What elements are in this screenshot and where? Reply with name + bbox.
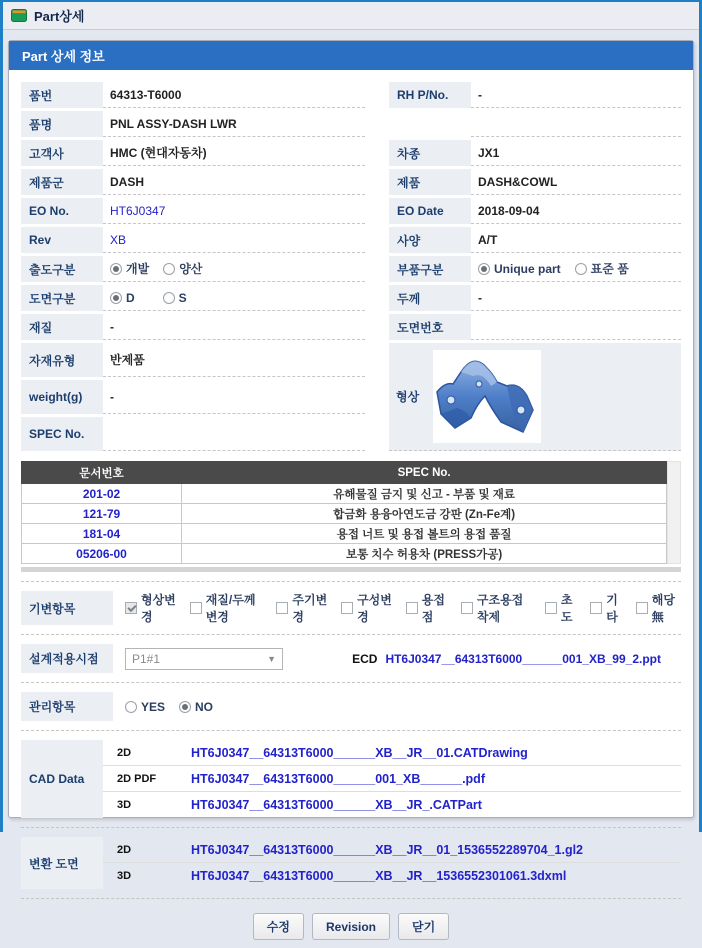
- part-info-form: [21, 82, 681, 451]
- spec-horizontal-scrollbar[interactable]: [21, 567, 681, 572]
- spec-table-row: [22, 544, 667, 564]
- field-label-product: 제품: [389, 169, 471, 195]
- managed-item-label: 관리항목: [21, 692, 113, 721]
- checkbox-icon[interactable]: [125, 602, 137, 614]
- converted-3d-file-link[interactable]: HT6J0347__64313T6000______XB__JR__1536552301061.3dxml: [191, 869, 567, 883]
- spec-title: 용접 너트 및 용접 볼트의 용접 품질: [182, 524, 667, 544]
- spec-table-row: [22, 524, 667, 544]
- field-label-blank: [389, 111, 471, 137]
- field-value-drawing-no: [471, 314, 681, 340]
- spec-title: 유해물질 금지 및 신고 - 부품 및 재료: [182, 484, 667, 504]
- button-row: [21, 913, 681, 940]
- field-label-customer: 고객사: [21, 140, 103, 166]
- eo-no-link[interactable]: HT6J0347: [110, 203, 166, 218]
- panel-header: [9, 41, 693, 70]
- spec-table-row: [22, 484, 667, 504]
- cad-data-section: [21, 740, 681, 818]
- spec-title: 보통 치수 허용차 (PRESS가공): [182, 544, 667, 564]
- field-label-material: 재질: [21, 314, 103, 340]
- ecd-file-link[interactable]: HT6J0347__64313T6000______001_XB_99_2.ppt: [385, 651, 661, 666]
- field-label-part-type: 부품구분: [389, 256, 471, 282]
- shape-3d-thumbnail: [433, 350, 541, 443]
- field-label-spec: 사양: [389, 227, 471, 253]
- cad-type-2d: 2D: [103, 740, 191, 766]
- field-label-product-group: 제품군: [21, 169, 103, 195]
- field-value-product-group: DASH: [103, 169, 365, 195]
- design-apply-select[interactable]: P1#1 ▼: [125, 648, 283, 670]
- field-value-part-no: 64313-T6000: [103, 82, 365, 108]
- checkbox-icon[interactable]: [406, 602, 418, 614]
- field-value-eo-date: 2018-09-04: [471, 198, 681, 224]
- field-value-material: -: [103, 314, 365, 340]
- converted-2d-file-link[interactable]: HT6J0347__64313T6000______XB__JR__01_1536552289704_1.gl2: [191, 842, 584, 857]
- top-title-bar: [3, 2, 699, 30]
- field-label-drawing-type: 도면구분: [21, 285, 103, 311]
- spec-doc-link[interactable]: 181-04: [82, 526, 121, 541]
- converted-type-2d: 2D: [103, 837, 191, 863]
- cad-type-2d-pdf: 2D PDF: [103, 766, 191, 792]
- converted-drawings-section: [21, 837, 681, 889]
- checkbox-structural-adhesive[interactable]: 구조용접착제: [461, 591, 532, 625]
- separator: [21, 581, 681, 582]
- spec-title: 합금화 용융아연도금 강판 (Zn-Fe계): [182, 504, 667, 524]
- separator: [21, 827, 681, 828]
- radio-icon[interactable]: [478, 263, 490, 275]
- checkbox-icon[interactable]: [276, 602, 288, 614]
- design-apply-row: [21, 644, 681, 673]
- field-value-customer: HMC (현대자동차): [103, 140, 365, 166]
- edit-button[interactable]: 수정: [253, 913, 304, 940]
- field-value-weight: -: [103, 380, 365, 414]
- field-value-blank: [471, 111, 681, 137]
- spec-vertical-scrollbar[interactable]: [667, 461, 681, 564]
- part-detail-panel: [8, 40, 694, 934]
- separator: [21, 634, 681, 635]
- separator: [21, 682, 681, 683]
- cad-data-label: CAD Data: [21, 740, 103, 818]
- field-label-rev: Rev: [21, 227, 103, 253]
- checkbox-cycle-change[interactable]: 주기변경: [276, 591, 328, 625]
- checkbox-not-applicable[interactable]: 해당 無: [636, 591, 681, 625]
- checkbox-material-thickness-change[interactable]: 재질/두께변경: [190, 591, 264, 625]
- radio-icon[interactable]: [110, 263, 122, 275]
- radio-icon[interactable]: [125, 701, 137, 713]
- change-items-label: 기변항목: [21, 591, 113, 625]
- field-label-weight: weight(g): [21, 380, 103, 414]
- converted-drawings-label: 변환 도면: [21, 837, 103, 889]
- checkbox-icon[interactable]: [545, 602, 557, 614]
- ecd-label: ECD: [352, 651, 378, 666]
- cad-2d-pdf-file-link[interactable]: HT6J0347__64313T6000______001_XB______.pdf: [191, 771, 485, 786]
- part-detail-icon: [11, 9, 27, 22]
- checkbox-icon[interactable]: [636, 602, 648, 614]
- checkbox-weld-point[interactable]: 용접점: [406, 591, 448, 625]
- radio-icon[interactable]: [163, 292, 175, 304]
- separator: [21, 730, 681, 731]
- cad-type-3d: 3D: [117, 799, 132, 811]
- change-items-row: [21, 591, 681, 625]
- spec-table-row: [22, 504, 667, 524]
- radio-drawing-s[interactable]: S: [163, 291, 187, 305]
- checkbox-first[interactable]: 초도: [545, 591, 577, 625]
- spec-col-spec-no: SPEC No.: [182, 462, 667, 484]
- close-button[interactable]: 닫기: [398, 913, 449, 940]
- field-label-part-no: 품번: [21, 82, 103, 108]
- field-label-vehicle: 차종: [389, 140, 471, 166]
- field-label-eo-no: EO No.: [21, 198, 103, 224]
- field-value-part-name: PNL ASSY-DASH LWR: [103, 111, 365, 137]
- spec-doc-link[interactable]: 121-79: [82, 506, 121, 521]
- radio-icon[interactable]: [163, 263, 175, 275]
- field-value-product: DASH&COWL: [471, 169, 681, 195]
- spec-col-doc-no: 문서번호: [22, 462, 182, 484]
- field-label-material-type: 자재유형: [21, 343, 103, 377]
- field-label-drawing-no: 도면번호: [389, 314, 471, 340]
- field-label-spec-no: SPEC No.: [21, 417, 103, 451]
- field-value-material-type: 반제품: [103, 343, 365, 377]
- checkbox-icon[interactable]: [341, 602, 353, 614]
- radio-managed-yes[interactable]: YES: [125, 700, 165, 714]
- field-label-thickness: 두께: [389, 285, 471, 311]
- radio-drawing-d[interactable]: D: [110, 291, 135, 305]
- page-title: Part상세: [34, 9, 85, 24]
- radio-release-dev[interactable]: 개발: [110, 260, 149, 277]
- cad-2d-file-link[interactable]: HT6J0347__64313T6000______XB__JR__01.CATDrawing: [191, 745, 528, 760]
- converted-type-3d: 3D: [117, 870, 132, 882]
- field-value-spec: A/T: [471, 227, 681, 253]
- spec-table-container: [21, 461, 681, 564]
- cad-3d-file-link[interactable]: HT6J0347__64313T6000______XB__JR_.CATPart: [191, 798, 482, 812]
- radio-release-mass[interactable]: 양산: [163, 260, 202, 277]
- checkbox-icon[interactable]: [190, 602, 202, 614]
- panel-title: Part 상세 정보: [22, 49, 105, 64]
- field-label-eo-date: EO Date: [389, 198, 471, 224]
- chevron-down-icon: ▼: [267, 653, 276, 664]
- radio-icon[interactable]: [575, 263, 587, 275]
- field-label-shape: 형상: [389, 343, 681, 451]
- radio-standard-part[interactable]: 표준 품: [575, 260, 629, 277]
- revision-button[interactable]: Revision: [312, 913, 390, 940]
- radio-unique-part[interactable]: Unique part: [478, 262, 561, 276]
- managed-item-row: [21, 692, 681, 721]
- checkbox-shape-change[interactable]: 형상변경: [125, 591, 177, 625]
- spec-doc-link[interactable]: 201-02: [82, 486, 121, 501]
- checkbox-icon[interactable]: [461, 602, 473, 614]
- field-value-thickness: -: [471, 285, 681, 311]
- field-label-release-type: 출도구분: [21, 256, 103, 282]
- field-value-vehicle: JX1: [471, 140, 681, 166]
- checkbox-icon[interactable]: [590, 602, 602, 614]
- rev-link[interactable]: XB: [110, 232, 127, 247]
- checkbox-composition-change[interactable]: 구성변경: [341, 591, 393, 625]
- spec-table: [21, 461, 667, 564]
- field-value-rh-pno: -: [471, 82, 681, 108]
- separator: [21, 898, 681, 899]
- checkbox-etc[interactable]: 기타: [590, 591, 622, 625]
- field-value-spec-no: [103, 417, 365, 451]
- radio-managed-no[interactable]: NO: [179, 700, 213, 714]
- spec-doc-link[interactable]: 05206-00: [76, 546, 127, 561]
- field-label-rh-pno: RH P/No.: [389, 82, 471, 108]
- radio-icon[interactable]: [110, 292, 122, 304]
- radio-icon[interactable]: [179, 701, 191, 713]
- field-label-part-name: 품명: [21, 111, 103, 137]
- design-apply-label: 설계적용시점: [21, 644, 113, 673]
